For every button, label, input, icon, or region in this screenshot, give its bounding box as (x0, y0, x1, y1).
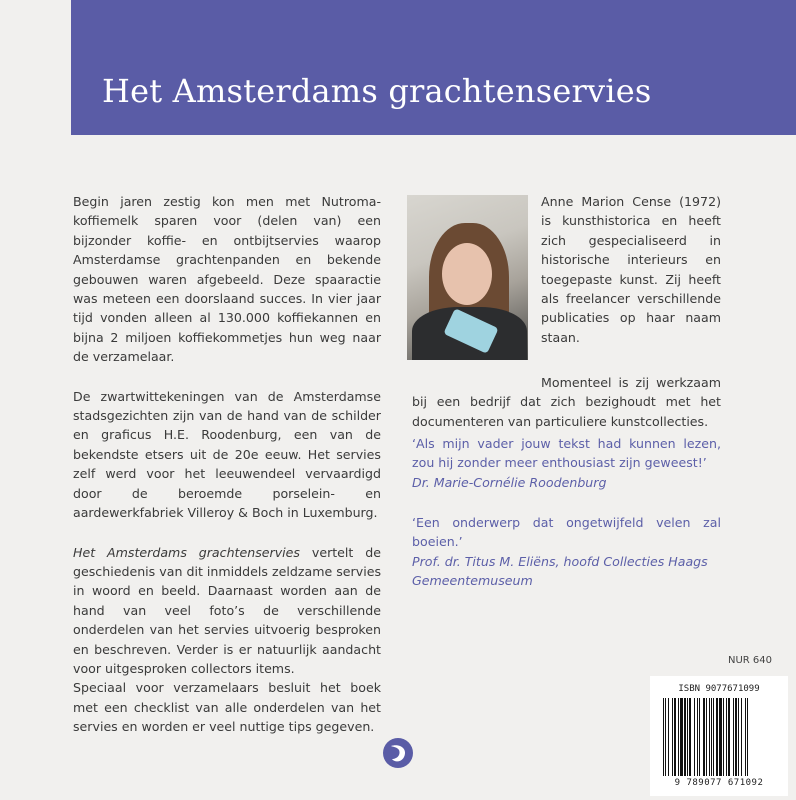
isbn-label: ISBN 9077671099 (678, 684, 760, 694)
blurb-paragraph-2: De zwartwittekeningen van de Amsterdamse stadsgezichten zijn van de hand van de schilder en graficus H.E. Roodenburg, een van de bekendste etsers uit de 20e eeuw. Het servies zelf werd voor het leeuwendeel vervaardigd door de beroemde porselein- en aardewerkfabriek Villeroy & Boch in Luxemburg. (73, 388, 381, 521)
quote-1-source: Dr. Marie-Cornélie Roodenburg (412, 474, 607, 490)
quote-2 (412, 513, 721, 591)
blurb-paragraph-4: Speciaal voor verzamelaars besluit het boek met een checklist van alle onderdelen van het servies en worden er veel nuttige tips gegeven. (73, 680, 381, 735)
barcode-box (650, 676, 788, 796)
author-photo (407, 195, 528, 360)
quote-1-text: ‘Als mijn vader jouw tekst had kunnen lezen, zou hij zonder meer enthousiast zijn geweest!’ (412, 436, 721, 471)
quote-2-text: ‘Een onderwerp dat ongetwijfeld velen zal boeien.’ (412, 515, 721, 550)
blurb-column (73, 192, 381, 757)
author-bio-continued (412, 373, 721, 431)
book-title: Het Amsterdams grachtenservies (102, 72, 652, 110)
title-banner (71, 0, 796, 135)
author-bio: Anne Marion Cense (1972) is kunsthistorica en heeft zich gespecialiseerd in historische interieurs en toegepaste kunst. Zij heeft als freelancer verschillende publicaties op haar naam staan. (541, 194, 721, 345)
barcode-icon (663, 698, 775, 776)
barcode-number: 9 789077 671092 (674, 778, 764, 788)
blurb-book-title: Het Amsterdams grachtenservies (73, 544, 300, 560)
quote-1 (412, 434, 721, 492)
nur-code: NUR 640 (728, 655, 773, 666)
author-bio-current: Momenteel is zij werkzaam bij een bedrijf dat zich bezighoudt met het documenteren van particuliere kunstcollecties. (412, 375, 721, 429)
quote-2-source: Prof. dr. Titus M. Eliëns, hoofd Collecties Haags Gemeentemuseum (412, 553, 708, 589)
blurb-paragraph-3-text: vertelt de geschiedenis van dit inmiddels zeldzame servies in woord en beeld. Daarnaast worden aan de hand van veel foto’s de verschillende onderdelen van het servies uitvoerig besproken en beschreven. Verder is er natuurlijk aandacht voor uitgesproken collectors items. (73, 544, 381, 676)
publisher-logo-icon (382, 737, 414, 769)
blurb-paragraph-1: Begin jaren zestig kon men met Nutroma-koffiemelk sparen voor (delen van) een bijzonder koffie- en ontbijtservies waarop Amsterdamse grachtenpanden en bekende gebouwen waren afgebeeld. Deze spaaractie was meteen een doorslaand succes. In vier jaar tijd vonden alleen al 130.000 koffiekannen en bijna 2 miljoen koffiekommetjes hun weg naar de verzamelaar. (73, 194, 381, 365)
blurb-paragraph-3 (73, 543, 381, 679)
